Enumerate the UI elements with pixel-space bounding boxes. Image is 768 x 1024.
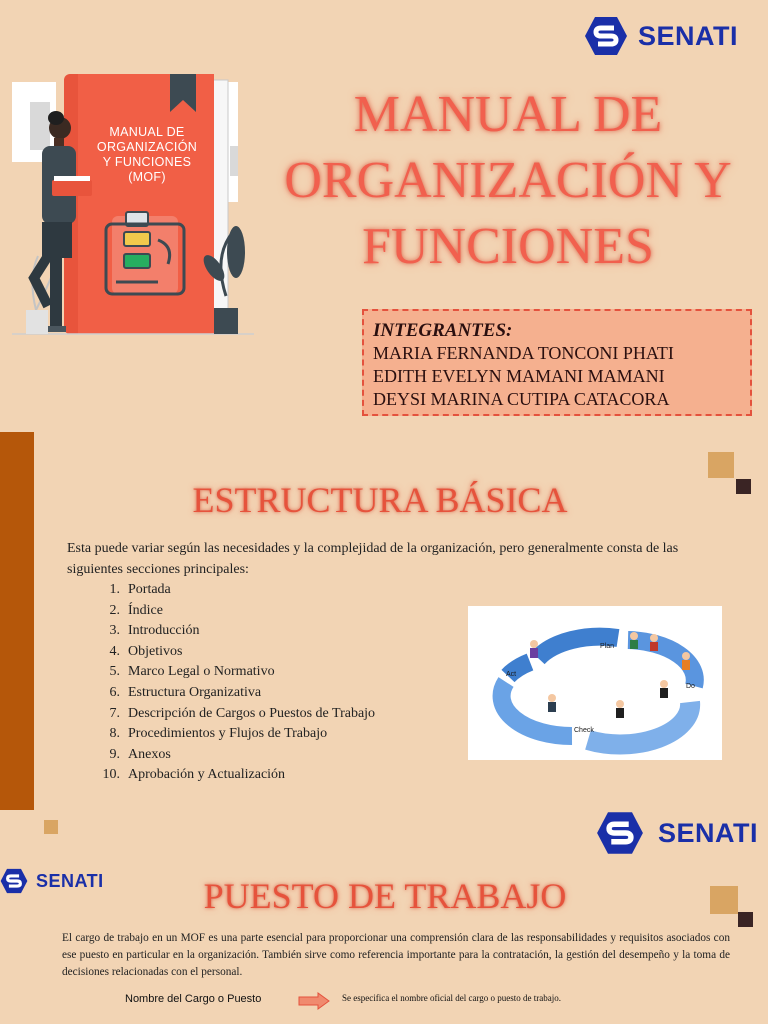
list-item (92, 601, 375, 622)
cycle-label-act: Act (506, 671, 517, 678)
book-cover-title (82, 125, 212, 185)
list-item (92, 683, 375, 704)
list-item (92, 704, 375, 725)
field-name-label: Nombre del Cargo o Puesto (125, 993, 262, 1005)
description-paragraph: El cargo de trabajo en un MOF es una parte esencial para proporcionar una comprensión clara de las responsabilidades y requisitos asociados con ese puesto en particular en la organización. También sirve como referencia importante para la contratación, la gestión del desempeño y la toma de decisiones relacionadas con el personal. (62, 932, 730, 978)
member-name: DEYSI MARINA CUTIPA CATACORA (373, 389, 670, 409)
structure-slide (0, 432, 768, 810)
arrow-right-icon (298, 992, 330, 1010)
list-label: Portada (128, 582, 171, 597)
list-item (92, 765, 375, 786)
members-label: INTEGRANTES: (373, 320, 513, 341)
list-number: 9. (109, 746, 120, 762)
intro-text: Esta puede variar según las necesidades y la complejidad de la organización, pero generalmente consta de las siguientes secciones principales: (67, 541, 679, 577)
list-label: Marco Legal o Normativo (128, 664, 275, 680)
senati-logo (596, 810, 758, 856)
decor-square (710, 886, 738, 914)
decor-square (736, 479, 751, 494)
list-number: 8. (109, 726, 120, 742)
decor-square (708, 452, 734, 478)
list-number: 6. (109, 684, 120, 700)
member-name: MARIA FERNANDA TONCONI PHATI (373, 343, 674, 363)
members-box (362, 309, 752, 416)
field-description: Se especifica el nombre oficial del cargo o puesto de trabajo. (342, 993, 561, 1003)
main-title-line: FUNCIONES (362, 218, 654, 275)
list-item (92, 621, 375, 642)
list-label: Anexos (128, 746, 171, 762)
list-number: 5. (109, 664, 120, 680)
mof-book-illustration (8, 56, 258, 346)
list-number: 1. (109, 582, 120, 597)
list-label: Estructura Organizativa (128, 684, 262, 700)
main-title-line: ORGANIZACIÓN Y (284, 152, 732, 209)
senati-logo-icon (0, 865, 28, 897)
senati-logo-icon (596, 810, 644, 856)
decor-square (738, 912, 753, 927)
list-label: Introducción (128, 623, 200, 639)
sections-list (92, 580, 375, 786)
list-label: Objetivos (128, 643, 183, 659)
member-name: EDITH EVELYN MAMANI MAMANI (373, 366, 665, 386)
list-item (92, 642, 375, 663)
list-number: 10. (102, 767, 120, 783)
senati-wordmark: SENATI (638, 20, 739, 51)
senati-logo-small (0, 865, 104, 897)
list-label: Índice (128, 602, 163, 618)
section-heading: ESTRUCTURA BÁSICA (192, 480, 568, 520)
list-item (92, 724, 375, 745)
book-cover-line: Y FUNCIONES (102, 155, 192, 169)
cycle-label-do: Do (686, 683, 695, 690)
main-title (258, 82, 758, 280)
senati-wordmark: SENATI (658, 817, 759, 848)
book-cover-line: ORGANIZACIÓN (96, 140, 198, 154)
section-heading: PUESTO DE TRABAJO (203, 876, 567, 916)
cycle-label-plan: Plan (600, 643, 615, 650)
list-number: 7. (109, 705, 120, 721)
job-position-slide (0, 810, 768, 1024)
list-number: 3. (109, 623, 120, 639)
senati-logo-icon (584, 16, 628, 56)
decor-square (44, 820, 58, 834)
list-label: Aprobación y Actualización (128, 767, 286, 783)
list-item (92, 745, 375, 766)
book-cover-line: MANUAL DE (109, 125, 185, 139)
cycle-label-check: Check (574, 727, 594, 734)
list-item (92, 662, 375, 683)
list-number: 4. (109, 643, 120, 659)
book-cover-line: (MOF) (128, 170, 166, 184)
pdca-cycle-image (468, 606, 722, 760)
list-item (92, 580, 375, 601)
list-label: Descripción de Cargos o Puestos de Trabajo (128, 705, 376, 721)
senati-logo (584, 16, 738, 56)
list-label: Procedimientos y Flujos de Trabajo (128, 726, 328, 742)
cover-slide (0, 0, 768, 432)
senati-wordmark: SENATI (36, 870, 104, 891)
sidebar-stripe (0, 432, 34, 810)
list-number: 2. (109, 602, 120, 618)
main-title-line: MANUAL DE (353, 86, 663, 143)
